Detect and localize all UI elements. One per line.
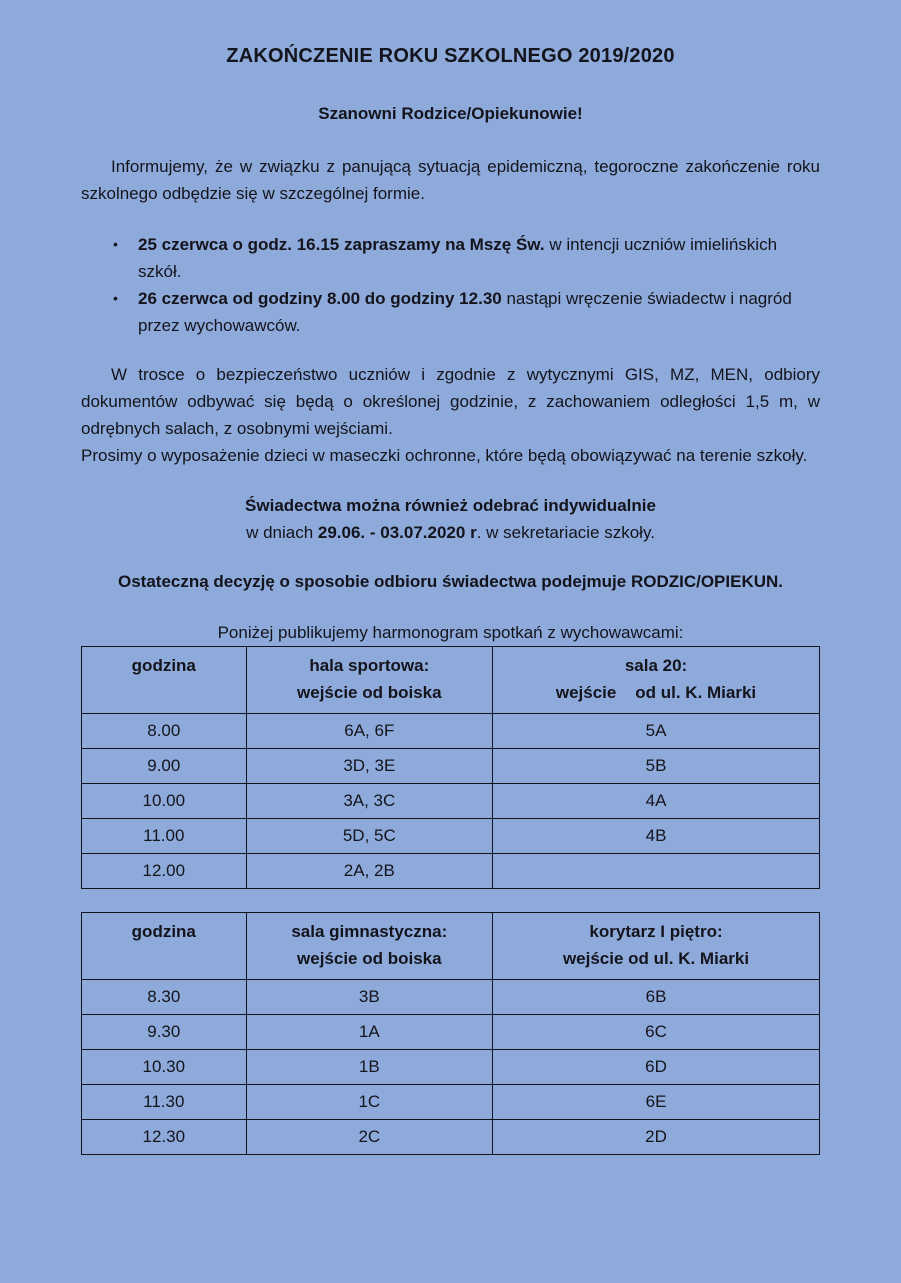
table-header-row xyxy=(82,913,820,980)
header-cell-time xyxy=(82,647,247,714)
table-row xyxy=(82,1120,820,1155)
table-header-row xyxy=(82,647,820,714)
table-row xyxy=(82,980,820,1015)
header-gym-line2: wejście od boiska xyxy=(297,949,442,968)
time-cell: 11.30 xyxy=(82,1085,247,1120)
header-cell-room-20 xyxy=(493,647,820,714)
header-hall-line2: wejście od boiska xyxy=(297,683,442,702)
group-cell xyxy=(493,854,820,889)
individual-pickup-heading: Świadectwa można również odebrać indywidualnie xyxy=(245,496,656,515)
time-cell: 9.30 xyxy=(82,1015,247,1050)
group-cell: 5B xyxy=(493,749,820,784)
event-certificates-rest: nastąpi wręczenie świadectw i nagród przez wychowawców. xyxy=(138,289,792,335)
group-cell: 2A, 2B xyxy=(246,854,492,889)
event-mass-text xyxy=(138,231,820,285)
list-item xyxy=(113,231,820,285)
time-cell: 12.00 xyxy=(82,854,247,889)
table-row xyxy=(82,714,820,749)
time-cell: 12.30 xyxy=(82,1120,247,1155)
header-corridor-line1: korytarz I piętro: xyxy=(589,922,723,941)
schedule-table-half-hour xyxy=(81,912,820,1155)
time-cell: 8.00 xyxy=(82,714,247,749)
header-cell-corridor xyxy=(493,913,820,980)
header-time-label: godzina xyxy=(131,656,196,675)
header-hall-line1: hala sportowa: xyxy=(309,656,430,675)
masks-paragraph: Prosimy o wyposażenie dzieci w maseczki ochronne, które będą obowiązywać na terenie szkoły. xyxy=(81,446,808,465)
group-cell: 3B xyxy=(246,980,492,1015)
group-cell: 1A xyxy=(246,1015,492,1050)
event-certificates-text xyxy=(138,285,820,339)
header-corridor-line2: wejście od ul. K. Miarki xyxy=(562,949,750,968)
group-cell: 3A, 3C xyxy=(246,784,492,819)
group-cell: 1B xyxy=(246,1050,492,1085)
table-row xyxy=(82,1015,820,1050)
page-title: ZAKOŃCZENIE ROKU SZKOLNEGO 2019/2020 xyxy=(226,45,675,67)
pickup-dates-bold: 29.06. - 03.07.2020 r xyxy=(317,523,477,542)
group-cell: 2D xyxy=(493,1120,820,1155)
table-row xyxy=(82,784,820,819)
group-cell: 5D, 5C xyxy=(246,819,492,854)
group-cell: 1C xyxy=(246,1085,492,1120)
list-item xyxy=(113,285,820,339)
header-gym-line1: sala gimnastyczna: xyxy=(291,922,448,941)
table-row xyxy=(82,854,820,889)
time-cell: 11.00 xyxy=(82,819,247,854)
event-mass-bold: 25 czerwca o godz. 16.15 zapraszamy na Mszę Św. xyxy=(138,235,545,254)
pickup-dates-prefix: w dniach xyxy=(246,523,318,542)
header-cell-sports-hall xyxy=(246,647,492,714)
group-cell: 5A xyxy=(493,714,820,749)
safety-paragraph: W trosce o bezpieczeństwo uczniów i zgodnie z wytycznymi GIS, MZ, MEN, odbiory dokumentów odbywać się będą o określonej godzinie, z zachowaniem odległości 1,5 m, w odrębnych salach, z osobnymi wejściami. xyxy=(81,365,820,438)
group-cell: 6D xyxy=(493,1050,820,1085)
group-cell: 3D, 3E xyxy=(246,749,492,784)
table-row xyxy=(82,819,820,854)
group-cell: 4B xyxy=(493,819,820,854)
time-cell: 10.30 xyxy=(82,1050,247,1085)
header-time-label: godzina xyxy=(131,922,196,941)
pickup-dates-suffix: . w sekretariacie szkoły. xyxy=(476,523,655,542)
time-cell: 8.30 xyxy=(82,980,247,1015)
event-certificates-bold: 26 czerwca od godziny 8.00 do godziny 12.30 xyxy=(138,289,502,308)
group-cell: 2C xyxy=(246,1120,492,1155)
group-cell: 6B xyxy=(493,980,820,1015)
group-cell: 6C xyxy=(493,1015,820,1050)
time-cell: 10.00 xyxy=(82,784,247,819)
bullet-icon: • xyxy=(113,236,118,252)
header-room-line2: wejście od ul. K. Miarki xyxy=(555,683,757,702)
header-cell-time xyxy=(82,913,247,980)
header-room-line1: sala 20: xyxy=(624,656,688,675)
salutation: Szanowni Rodzice/Opiekunowie! xyxy=(318,104,583,123)
schedule-table-morning xyxy=(81,646,820,889)
table-row xyxy=(82,1085,820,1120)
time-cell: 9.00 xyxy=(82,749,247,784)
group-cell: 6E xyxy=(493,1085,820,1120)
header-cell-gym xyxy=(246,913,492,980)
group-cell: 4A xyxy=(493,784,820,819)
individual-pickup-dates xyxy=(81,519,820,546)
decision-line: Ostateczną decyzję o sposobie odbioru świadectwa podejmuje RODZIC/OPIEKUN. xyxy=(117,572,784,591)
group-cell: 6A, 6F xyxy=(246,714,492,749)
schedule-intro: Poniżej publikujemy harmonogram spotkań z wychowawcami: xyxy=(217,623,684,642)
individual-pickup-block xyxy=(81,492,820,546)
table-row xyxy=(82,1050,820,1085)
bullet-icon: • xyxy=(113,290,118,306)
event-list xyxy=(81,231,820,339)
table-row xyxy=(82,749,820,784)
event-mass-rest: w intencji uczniów imielińskich szkół. xyxy=(138,235,778,281)
intro-paragraph: Informujemy, że w związku z panującą sytuacją epidemiczną, tegoroczne zakończenie roku szkolnego odbędzie się w szczególnej formie. xyxy=(81,157,820,203)
